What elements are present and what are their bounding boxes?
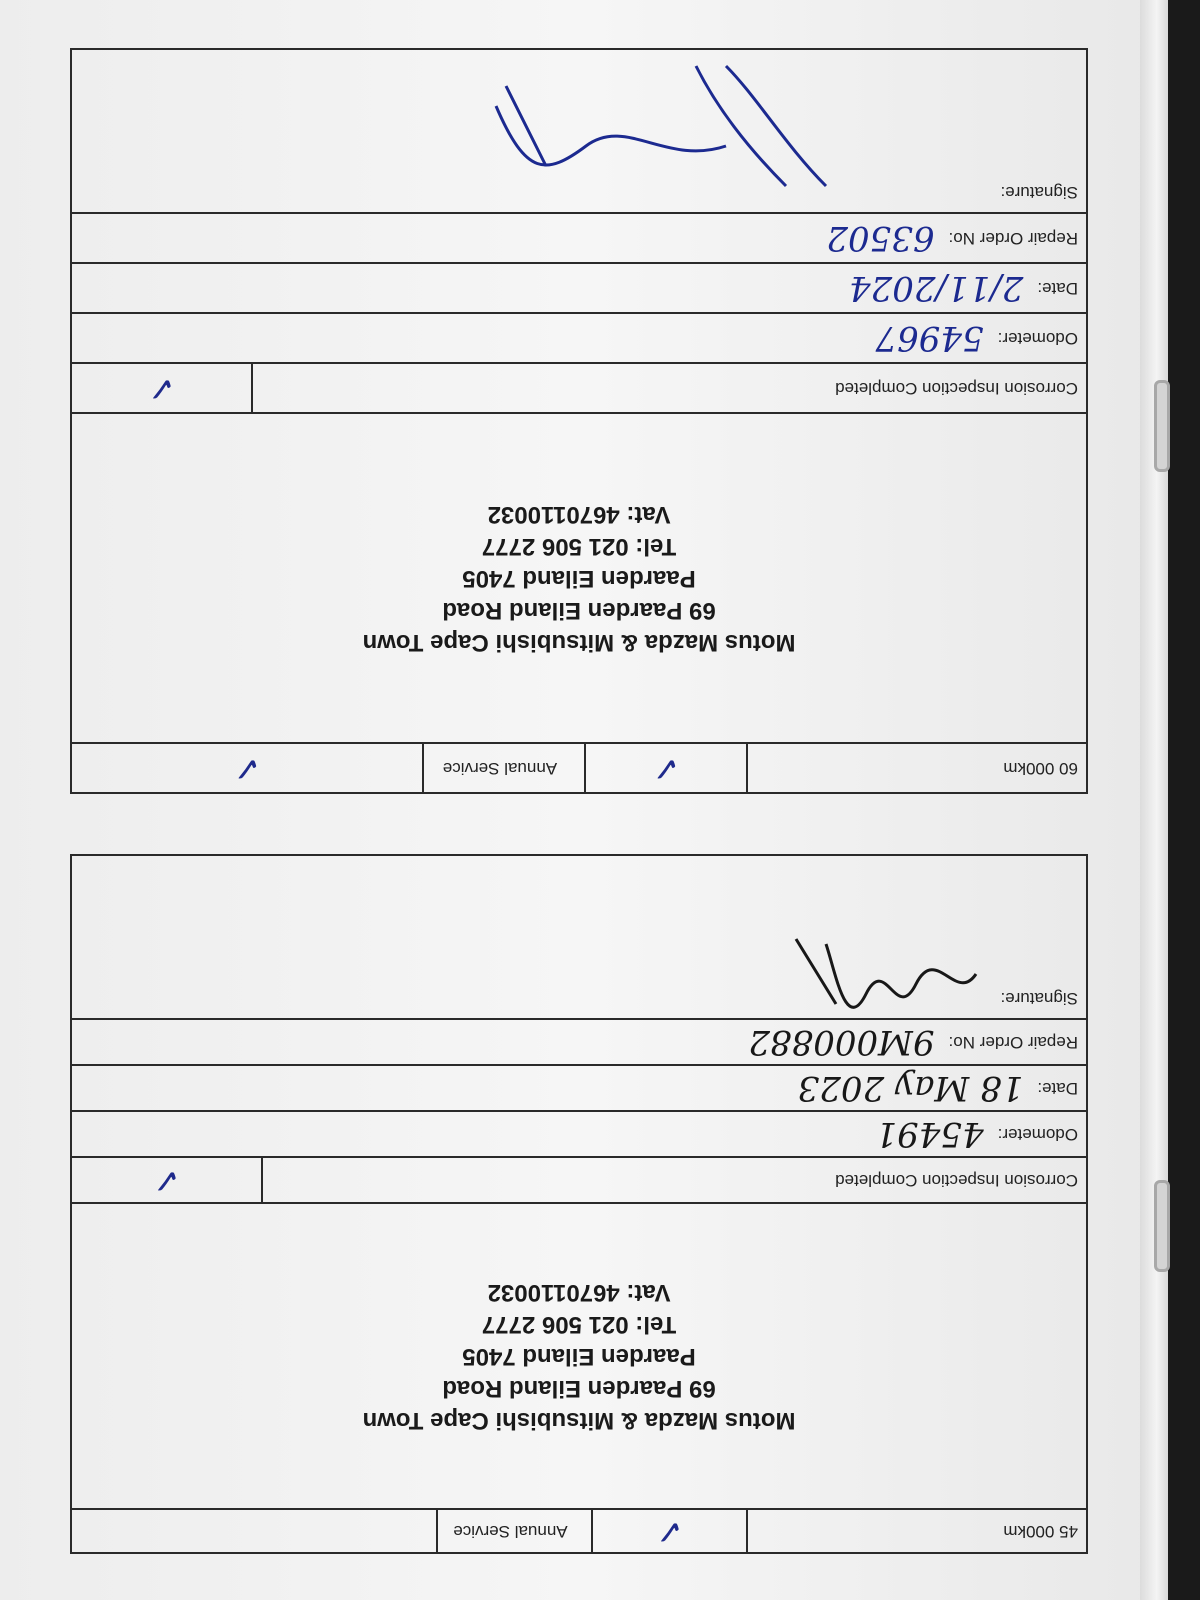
dealer-address-1: 69 Paarden Eiland Road (442, 1375, 716, 1402)
interval-label: 45 000km (1003, 1522, 1078, 1541)
corrosion-check-cell[interactable] (72, 1158, 263, 1202)
dealer-vat: Vat: 4670110032 (487, 501, 671, 528)
dealer-tel: Tel: 021 506 2777 (481, 1311, 677, 1338)
date-label: Date: (1037, 1079, 1078, 1098)
book-spine (1140, 0, 1168, 1600)
odometer-row (72, 312, 1086, 362)
repair-order-label: Repair Order No: (948, 1033, 1078, 1052)
dealer-stamp-row (72, 412, 1086, 742)
corrosion-label: Corrosion Inspection Completed (835, 379, 1078, 398)
annual-service-label-cell (424, 744, 586, 792)
repair-order-value: 9M000882 (748, 1022, 935, 1062)
dealer-name: Motus Mazda & Mitsubishi Cape Town (362, 1407, 796, 1434)
date-value: 2/11/2024 (849, 268, 1024, 308)
service-record-60000 (70, 48, 1088, 794)
date-value: 18 May 2023 (797, 1068, 1024, 1108)
dealer-address-1: 69 Paarden Eiland Road (442, 597, 716, 624)
checkmark-icon: ✓ (655, 1511, 684, 1551)
annual-service-row (72, 742, 1086, 792)
corrosion-check-cell[interactable] (72, 364, 253, 412)
date-row (72, 262, 1086, 312)
annual-service-extra-cell (72, 1510, 438, 1552)
checkmark-icon: ✓ (232, 748, 262, 788)
odometer-label: Odometer: (997, 1125, 1078, 1144)
signature-row (72, 858, 1086, 1018)
annual-service-extra-cell[interactable] (72, 744, 424, 792)
checkmark-icon: ✓ (147, 368, 176, 408)
service-records-sheet (70, 48, 1088, 1554)
checkmark-icon: ✓ (152, 1160, 181, 1200)
dealer-address-2: Paarden Eiland 7405 (462, 1343, 696, 1370)
interval-label: 60 000km (1003, 759, 1078, 778)
handwritten-signature-icon (786, 934, 986, 1014)
dealer-stamp (363, 498, 796, 658)
odometer-value: 45491 (875, 1114, 984, 1154)
repair-order-value: 63502 (826, 218, 935, 258)
annual-service-label: Annual Service (453, 1522, 568, 1541)
annual-service-check-cell[interactable] (593, 1510, 748, 1552)
dealer-stamp-row (72, 1202, 1086, 1508)
signature-label: Signature: (1000, 989, 1078, 1008)
staple-bottom (1154, 1180, 1170, 1272)
odometer-row (72, 1110, 1086, 1156)
annual-service-label: Annual Service (442, 759, 558, 778)
repair-order-row (72, 1018, 1086, 1064)
dealer-stamp (363, 1276, 796, 1436)
corrosion-label: Corrosion Inspection Completed (835, 1171, 1078, 1190)
dealer-address-2: Paarden Eiland 7405 (462, 565, 696, 592)
date-row (72, 1064, 1086, 1110)
annual-service-check-cell[interactable] (586, 744, 748, 792)
corrosion-row (72, 362, 1086, 412)
dealer-tel: Tel: 021 506 2777 (481, 533, 677, 560)
signature-row (72, 50, 1086, 212)
odometer-label: Odometer: (997, 329, 1078, 348)
odometer-value: 54967 (875, 318, 984, 358)
signature-label: Signature: (1000, 183, 1078, 202)
staple-top (1154, 380, 1170, 472)
corrosion-row (72, 1156, 1086, 1202)
checkmark-icon: ✓ (651, 748, 681, 788)
service-record-45000 (70, 854, 1088, 1554)
repair-order-label: Repair Order No: (948, 229, 1078, 248)
dealer-vat: Vat: 4670110032 (487, 1279, 671, 1306)
repair-order-row (72, 212, 1086, 262)
dealer-name: Motus Mazda & Mitsubishi Cape Town (362, 629, 796, 656)
annual-service-label-cell (438, 1510, 593, 1552)
date-label: Date: (1037, 279, 1078, 298)
handwritten-signature-icon (466, 56, 846, 206)
annual-service-row (72, 1508, 1086, 1552)
